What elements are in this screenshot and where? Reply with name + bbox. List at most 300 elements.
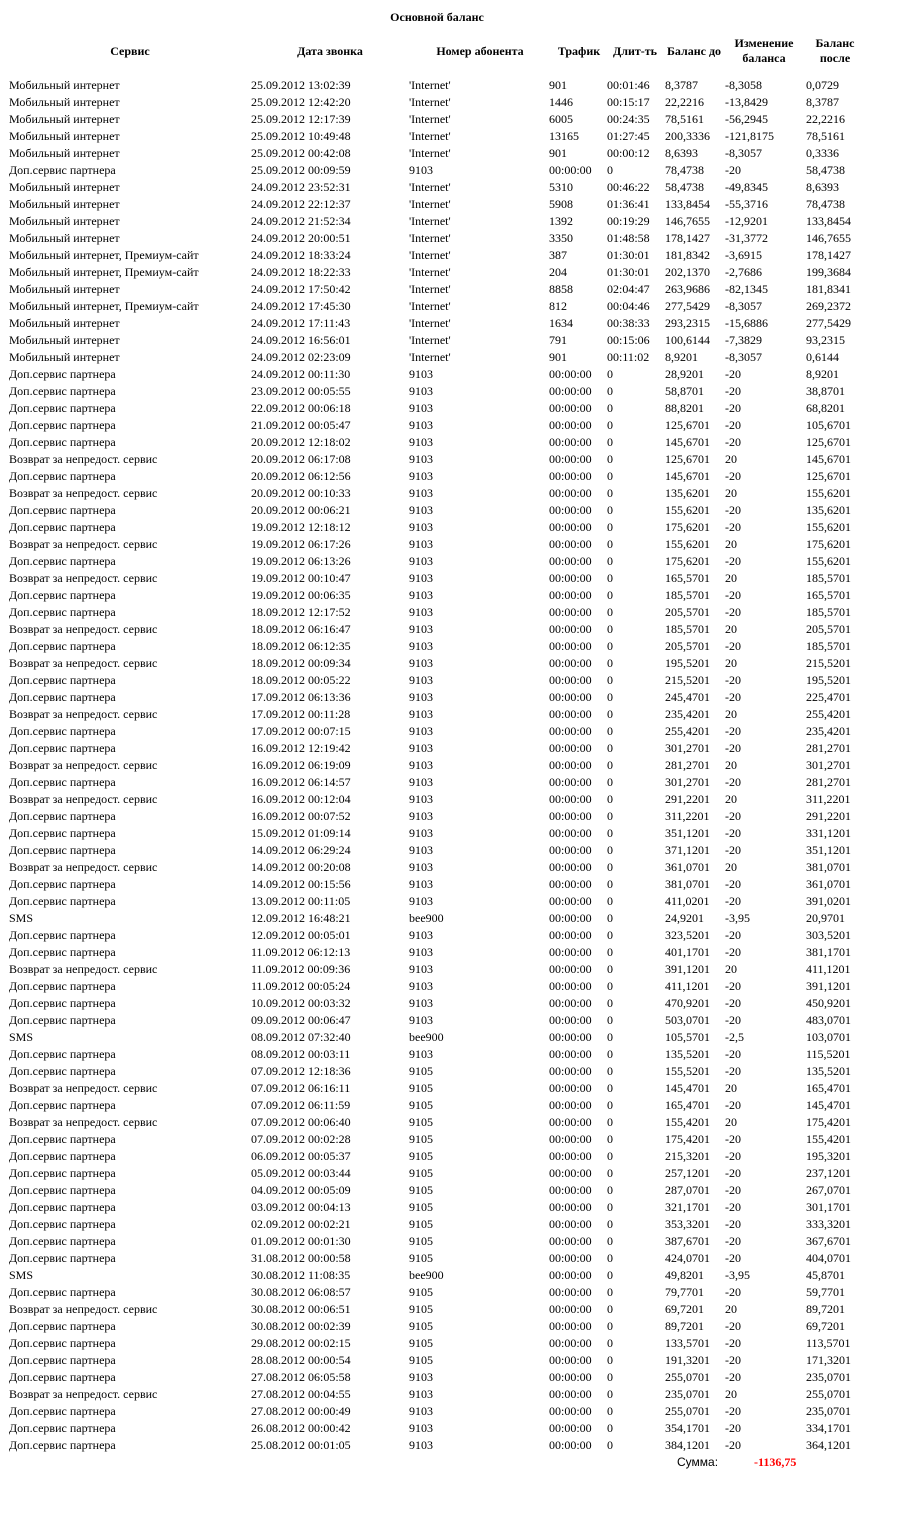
cell-service: Доп.сервис партнера [9,367,116,381]
cell-call-date: 16.09.2012 06:14:57 [251,775,351,789]
cell-duration: 0 [607,1149,613,1163]
cell-balance-after: 303,5201 [806,928,851,942]
cell-balance-before: 470,9201 [665,996,710,1010]
cell-balance-after: 351,1201 [806,843,851,857]
cell-balance-before: 215,5201 [665,673,710,687]
cell-balance-after: 381,0701 [806,860,851,874]
cell-call-date: 27.08.2012 00:04:55 [251,1387,351,1401]
cell-balance-before: 181,8342 [665,248,710,262]
cell-call-date: 30.08.2012 06:08:57 [251,1285,351,1299]
cell-duration: 0 [607,605,613,619]
cell-traffic: 5310 [549,180,573,194]
cell-traffic: 00:00:00 [549,1217,592,1231]
cell-call-date: 15.09.2012 01:09:14 [251,826,351,840]
table-row [0,1318,899,1335]
cell-balance-after: 301,2701 [806,758,851,772]
cell-service: Возврат за непредост. сервис [9,758,158,772]
cell-balance-after: 235,4201 [806,724,851,738]
cell-traffic: 00:00:00 [549,486,592,500]
cell-subscriber-number: 9103 [409,1013,433,1027]
cell-balance-after: 155,6201 [806,486,851,500]
table-row [0,247,899,264]
cell-balance-after: 145,6701 [806,452,851,466]
table-row [0,400,899,417]
cell-subscriber-number: 9103 [409,401,433,415]
table-row [0,808,899,825]
cell-subscriber-number: 9103 [409,605,433,619]
cell-subscriber-number: 9105 [409,1234,433,1248]
table-row [0,128,899,145]
cell-balance-change: -20 [725,1251,741,1265]
table-row [0,740,899,757]
cell-call-date: 12.09.2012 16:48:21 [251,911,351,925]
cell-traffic: 00:00:00 [549,469,592,483]
table-row [0,570,899,587]
table-row [0,1046,899,1063]
cell-duration: 0 [607,1098,613,1112]
table-row [0,1369,899,1386]
cell-traffic: 00:00:00 [549,1098,592,1112]
cell-balance-after: 178,1427 [806,248,851,262]
cell-balance-change: -20 [725,588,741,602]
cell-balance-before: 88,8201 [665,401,704,415]
cell-call-date: 16.09.2012 00:07:52 [251,809,351,823]
cell-balance-change: -82,1345 [725,282,768,296]
cell-call-date: 17.09.2012 00:11:28 [251,707,351,721]
cell-call-date: 19.09.2012 12:18:12 [251,520,351,534]
cell-balance-before: 255,0701 [665,1404,710,1418]
cell-traffic: 00:00:00 [549,962,592,976]
cell-subscriber-number: 'Internet' [409,299,451,313]
cell-traffic: 00:00:00 [549,1319,592,1333]
cell-service: Доп.сервис партнера [9,588,116,602]
cell-balance-before: 22,2216 [665,95,704,109]
table-row [0,689,899,706]
cell-traffic: 00:00:00 [549,1047,592,1061]
table-row [0,1267,899,1284]
cell-duration: 0 [607,1268,613,1282]
cell-service: Доп.сервис партнера [9,469,116,483]
cell-duration: 0 [607,401,613,415]
cell-subscriber-number: 'Internet' [409,95,451,109]
cell-service: Мобильный интернет [9,146,120,160]
cell-balance-change: -8,3058 [725,78,762,92]
cell-duration: 00:00:12 [607,146,650,160]
cell-balance-before: 323,5201 [665,928,710,942]
cell-balance-before: 175,6201 [665,554,710,568]
cell-balance-after: 404,0701 [806,1251,851,1265]
cell-call-date: 24.09.2012 17:11:43 [251,316,351,330]
table-row [0,230,899,247]
table-row [0,111,899,128]
cell-balance-change: -20 [725,1200,741,1214]
cell-call-date: 25.09.2012 00:42:08 [251,146,351,160]
cell-balance-change: -3,6915 [725,248,762,262]
cell-subscriber-number: 'Internet' [409,214,451,228]
cell-balance-change: -20 [725,1064,741,1078]
cell-service: Возврат за непредост. сервис [9,792,158,806]
cell-traffic: 00:00:00 [549,1183,592,1197]
cell-duration: 0 [607,911,613,925]
cell-subscriber-number: 9103 [409,435,433,449]
cell-traffic: 204 [549,265,567,279]
cell-balance-after: 199,3684 [806,265,851,279]
table-row [0,1097,899,1114]
cell-service: Мобильный интернет [9,129,120,143]
cell-subscriber-number: 9103 [409,367,433,381]
cell-balance-after: 411,1201 [806,962,851,976]
cell-subscriber-number: 9103 [409,163,433,177]
table-row [0,553,899,570]
cell-balance-before: 200,3336 [665,129,710,143]
cell-service: Доп.сервис партнера [9,1234,116,1248]
cell-subscriber-number: 9103 [409,384,433,398]
cell-call-date: 06.09.2012 00:05:37 [251,1149,351,1163]
cell-duration: 0 [607,1353,613,1367]
cell-service: Возврат за непредост. сервис [9,860,158,874]
cell-service: Доп.сервис партнера [9,1353,116,1367]
cell-call-date: 24.09.2012 20:00:51 [251,231,351,245]
cell-duration: 00:46:22 [607,180,650,194]
table-row [0,281,899,298]
cell-balance-change: -20 [725,1013,741,1027]
cell-balance-after: 0,6144 [806,350,839,364]
table-row [0,1437,899,1454]
cell-traffic: 1446 [549,95,573,109]
cell-call-date: 25.09.2012 12:17:39 [251,112,351,126]
table-row [0,672,899,689]
cell-duration: 0 [607,673,613,687]
cell-subscriber-number: bee900 [409,911,444,925]
cell-balance-change: -20 [725,1404,741,1418]
cell-call-date: 07.09.2012 06:11:59 [251,1098,351,1112]
cell-subscriber-number: 9105 [409,1115,433,1129]
cell-traffic: 00:00:00 [549,860,592,874]
cell-balance-before: 205,5701 [665,639,710,653]
cell-traffic: 00:00:00 [549,401,592,415]
cell-balance-after: 103,0701 [806,1030,851,1044]
cell-duration: 0 [607,1047,613,1061]
cell-balance-after: 155,4201 [806,1132,851,1146]
cell-balance-before: 165,5701 [665,571,710,585]
cell-duration: 0 [607,1166,613,1180]
cell-balance-after: 185,5701 [806,639,851,653]
cell-traffic: 00:00:00 [549,1132,592,1146]
cell-call-date: 20.09.2012 12:18:02 [251,435,351,449]
table-row [0,1250,899,1267]
cell-duration: 0 [607,707,613,721]
cell-traffic: 00:00:00 [549,1234,592,1248]
cell-balance-change: -20 [725,469,741,483]
table-row [0,264,899,281]
cell-balance-change: -20 [725,367,741,381]
cell-traffic: 00:00:00 [549,911,592,925]
cell-balance-before: 387,6701 [665,1234,710,1248]
cell-subscriber-number: 'Internet' [409,316,451,330]
column-header-call-date: Дата звонка [297,44,363,58]
cell-traffic: 00:00:00 [549,537,592,551]
cell-balance-change: -7,3829 [725,333,762,347]
cell-balance-change: -8,3057 [725,299,762,313]
cell-service: Мобильный интернет [9,180,120,194]
cell-call-date: 09.09.2012 00:06:47 [251,1013,351,1027]
cell-subscriber-number: 'Internet' [409,112,451,126]
cell-service: Доп.сервис партнера [9,554,116,568]
cell-balance-change: -20 [725,163,741,177]
cell-balance-before: 155,4201 [665,1115,710,1129]
table-header [0,36,899,68]
cell-balance-before: 185,5701 [665,622,710,636]
cell-service: Возврат за непредост. сервис [9,571,158,585]
cell-service: Возврат за непредост. сервис [9,1081,158,1095]
table-row [0,162,899,179]
cell-service: Мобильный интернет [9,350,120,364]
cell-traffic: 00:00:00 [549,826,592,840]
table-row [0,706,899,723]
cell-service: SMS [9,1268,34,1282]
cell-service: Доп.сервис партнера [9,741,116,755]
cell-service: Мобильный интернет [9,282,120,296]
cell-call-date: 27.08.2012 06:05:58 [251,1370,351,1384]
cell-balance-after: 8,6393 [806,180,839,194]
cell-duration: 0 [607,996,613,1010]
cell-duration: 0 [607,1336,613,1350]
cell-balance-change: -20 [725,1047,741,1061]
cell-balance-after: 483,0701 [806,1013,851,1027]
cell-balance-before: 79,7701 [665,1285,704,1299]
cell-balance-after: 361,0701 [806,877,851,891]
cell-balance-before: 28,9201 [665,367,704,381]
cell-balance-after: 205,5701 [806,622,851,636]
table-row [0,1420,899,1437]
cell-duration: 0 [607,1319,613,1333]
cell-service: Возврат за непредост. сервис [9,1387,158,1401]
cell-duration: 0 [607,469,613,483]
cell-subscriber-number: 9103 [409,1438,433,1452]
cell-duration: 0 [607,792,613,806]
cell-service: Мобильный интернет, Премиум-сайт [9,248,199,262]
cell-traffic: 3350 [549,231,573,245]
cell-subscriber-number: 9103 [409,928,433,942]
cell-subscriber-number: 9103 [409,571,433,585]
cell-duration: 0 [607,1421,613,1435]
table-row [0,366,899,383]
cell-duration: 00:24:35 [607,112,650,126]
cell-duration: 01:30:01 [607,265,650,279]
cell-balance-before: 195,5201 [665,656,710,670]
cell-balance-change: -20 [725,1183,741,1197]
cell-service: Доп.сервис партнера [9,1098,116,1112]
cell-duration: 01:30:01 [607,248,650,262]
cell-balance-before: 155,6201 [665,537,710,551]
cell-balance-after: 69,7201 [806,1319,845,1333]
table-row [0,1029,899,1046]
cell-balance-after: 78,4738 [806,197,845,211]
cell-traffic: 00:00:00 [549,418,592,432]
cell-service: Мобильный интернет, Премиум-сайт [9,299,199,313]
cell-service: Доп.сервис партнера [9,1421,116,1435]
table-row [0,1216,899,1233]
cell-balance-before: 133,8454 [665,197,710,211]
cell-duration: 0 [607,690,613,704]
cell-duration: 0 [607,1234,613,1248]
cell-balance-before: 257,1201 [665,1166,710,1180]
table-row [0,94,899,111]
cell-balance-before: 371,1201 [665,843,710,857]
cell-subscriber-number: 'Internet' [409,248,451,262]
cell-traffic: 00:00:00 [549,758,592,772]
table-row [0,944,899,961]
table-row [0,842,899,859]
cell-service: Доп.сервис партнера [9,520,116,534]
cell-service: Возврат за непредост. сервис [9,452,158,466]
cell-call-date: 25.08.2012 00:01:05 [251,1438,351,1452]
cell-balance-change: -20 [725,775,741,789]
cell-balance-after: 195,3201 [806,1149,851,1163]
cell-balance-after: 331,1201 [806,826,851,840]
cell-service: Доп.сервис партнера [9,1064,116,1078]
cell-service: Возврат за непредост. сервис [9,707,158,721]
table-row [0,927,899,944]
cell-traffic: 00:00:00 [549,673,592,687]
cell-traffic: 00:00:00 [549,1200,592,1214]
cell-subscriber-number: 9103 [409,809,433,823]
table-row [0,825,899,842]
cell-balance-change: -55,3716 [725,197,768,211]
cell-traffic: 00:00:00 [549,1251,592,1265]
cell-duration: 0 [607,860,613,874]
table-row [0,1335,899,1352]
cell-balance-before: 155,5201 [665,1064,710,1078]
column-header-subscriber-number: Номер абонента [436,44,524,58]
cell-subscriber-number: 9105 [409,1217,433,1231]
cell-traffic: 00:00:00 [549,1064,592,1078]
cell-subscriber-number: 'Internet' [409,78,451,92]
cell-balance-change: -20 [725,1353,741,1367]
cell-traffic: 00:00:00 [549,605,592,619]
cell-service: Доп.сервис партнера [9,1183,116,1197]
column-header-duration: Длит-ть [612,44,658,58]
cell-duration: 0 [607,639,613,653]
table-row [0,536,899,553]
cell-call-date: 01.09.2012 00:01:30 [251,1234,351,1248]
cell-balance-before: 235,4201 [665,707,710,721]
table-row [0,621,899,638]
cell-call-date: 11.09.2012 00:09:36 [251,962,351,976]
sum-value: -1136,75 [754,1455,797,1469]
cell-subscriber-number: 9103 [409,741,433,755]
cell-balance-change: -20 [725,877,741,891]
cell-balance-before: 49,8201 [665,1268,704,1282]
cell-traffic: 00:00:00 [549,367,592,381]
column-header-balance-change: Изменение баланса [734,36,794,65]
cell-balance-change: -20 [725,1132,741,1146]
cell-duration: 0 [607,928,613,942]
cell-service: Возврат за непредост. сервис [9,537,158,551]
cell-traffic: 00:00:00 [549,690,592,704]
cell-service: Доп.сервис партнера [9,724,116,738]
table-row [0,1114,899,1131]
cell-duration: 00:11:02 [607,350,650,364]
cell-balance-after: 125,6701 [806,435,851,449]
cell-balance-change: 20 [725,1115,737,1129]
cell-balance-change: 20 [725,1302,737,1316]
table-row [0,1199,899,1216]
cell-balance-before: 235,0701 [665,1387,710,1401]
cell-balance-after: 311,2201 [806,792,851,806]
cell-service: Доп.сервис партнера [9,1404,116,1418]
cell-balance-after: 291,2201 [806,809,851,823]
cell-balance-before: 381,0701 [665,877,710,891]
cell-balance-before: 424,0701 [665,1251,710,1265]
cell-balance-after: 8,3787 [806,95,839,109]
cell-subscriber-number: 9103 [409,520,433,534]
cell-balance-change: -20 [725,979,741,993]
table-row [0,1012,899,1029]
cell-subscriber-number: 9103 [409,707,433,721]
cell-service: Доп.сервис партнера [9,996,116,1010]
cell-balance-after: 367,6701 [806,1234,851,1248]
cell-balance-after: 235,0701 [806,1404,851,1418]
cell-balance-before: 354,1701 [665,1421,710,1435]
cell-subscriber-number: 9105 [409,1149,433,1163]
cell-traffic: 13165 [549,129,579,143]
cell-balance-before: 133,5701 [665,1336,710,1350]
cell-call-date: 18.09.2012 00:05:22 [251,673,351,687]
cell-balance-after: 133,8454 [806,214,851,228]
cell-duration: 0 [607,962,613,976]
cell-duration: 0 [607,486,613,500]
cell-traffic: 812 [549,299,567,313]
cell-call-date: 11.09.2012 06:12:13 [251,945,351,959]
cell-balance-after: 68,8201 [806,401,845,415]
table-row [0,893,899,910]
cell-call-date: 24.09.2012 21:52:34 [251,214,351,228]
cell-call-date: 30.08.2012 11:08:35 [251,1268,351,1282]
column-header-traffic: Трафик [557,44,601,58]
cell-call-date: 24.09.2012 17:45:30 [251,299,351,313]
cell-subscriber-number: 9105 [409,1319,433,1333]
cell-service: Доп.сервис партнера [9,401,116,415]
table-row [0,1063,899,1080]
cell-balance-before: 135,6201 [665,486,710,500]
cell-balance-change: -20 [725,1421,741,1435]
cell-balance-before: 301,2701 [665,775,710,789]
cell-balance-change: -20 [725,1166,741,1180]
cell-balance-change: -20 [725,435,741,449]
cell-balance-before: 8,6393 [665,146,698,160]
cell-call-date: 19.09.2012 06:13:26 [251,554,351,568]
cell-balance-change: 20 [725,622,737,636]
cell-service: Доп.сервис партнера [9,690,116,704]
cell-duration: 0 [607,894,613,908]
cell-subscriber-number: 9103 [409,979,433,993]
cell-traffic: 00:00:00 [549,1353,592,1367]
cell-balance-change: -20 [725,809,741,823]
cell-duration: 0 [607,724,613,738]
cell-call-date: 18.09.2012 00:09:34 [251,656,351,670]
cell-balance-before: 58,4738 [665,180,704,194]
cell-service: Доп.сервис партнера [9,503,116,517]
cell-balance-after: 59,7701 [806,1285,845,1299]
cell-traffic: 00:00:00 [549,435,592,449]
cell-service: Доп.сервис партнера [9,1047,116,1061]
cell-duration: 0 [607,979,613,993]
table-row [0,774,899,791]
cell-balance-change: 20 [725,571,737,585]
cell-traffic: 901 [549,350,567,364]
cell-balance-before: 301,2701 [665,741,710,755]
